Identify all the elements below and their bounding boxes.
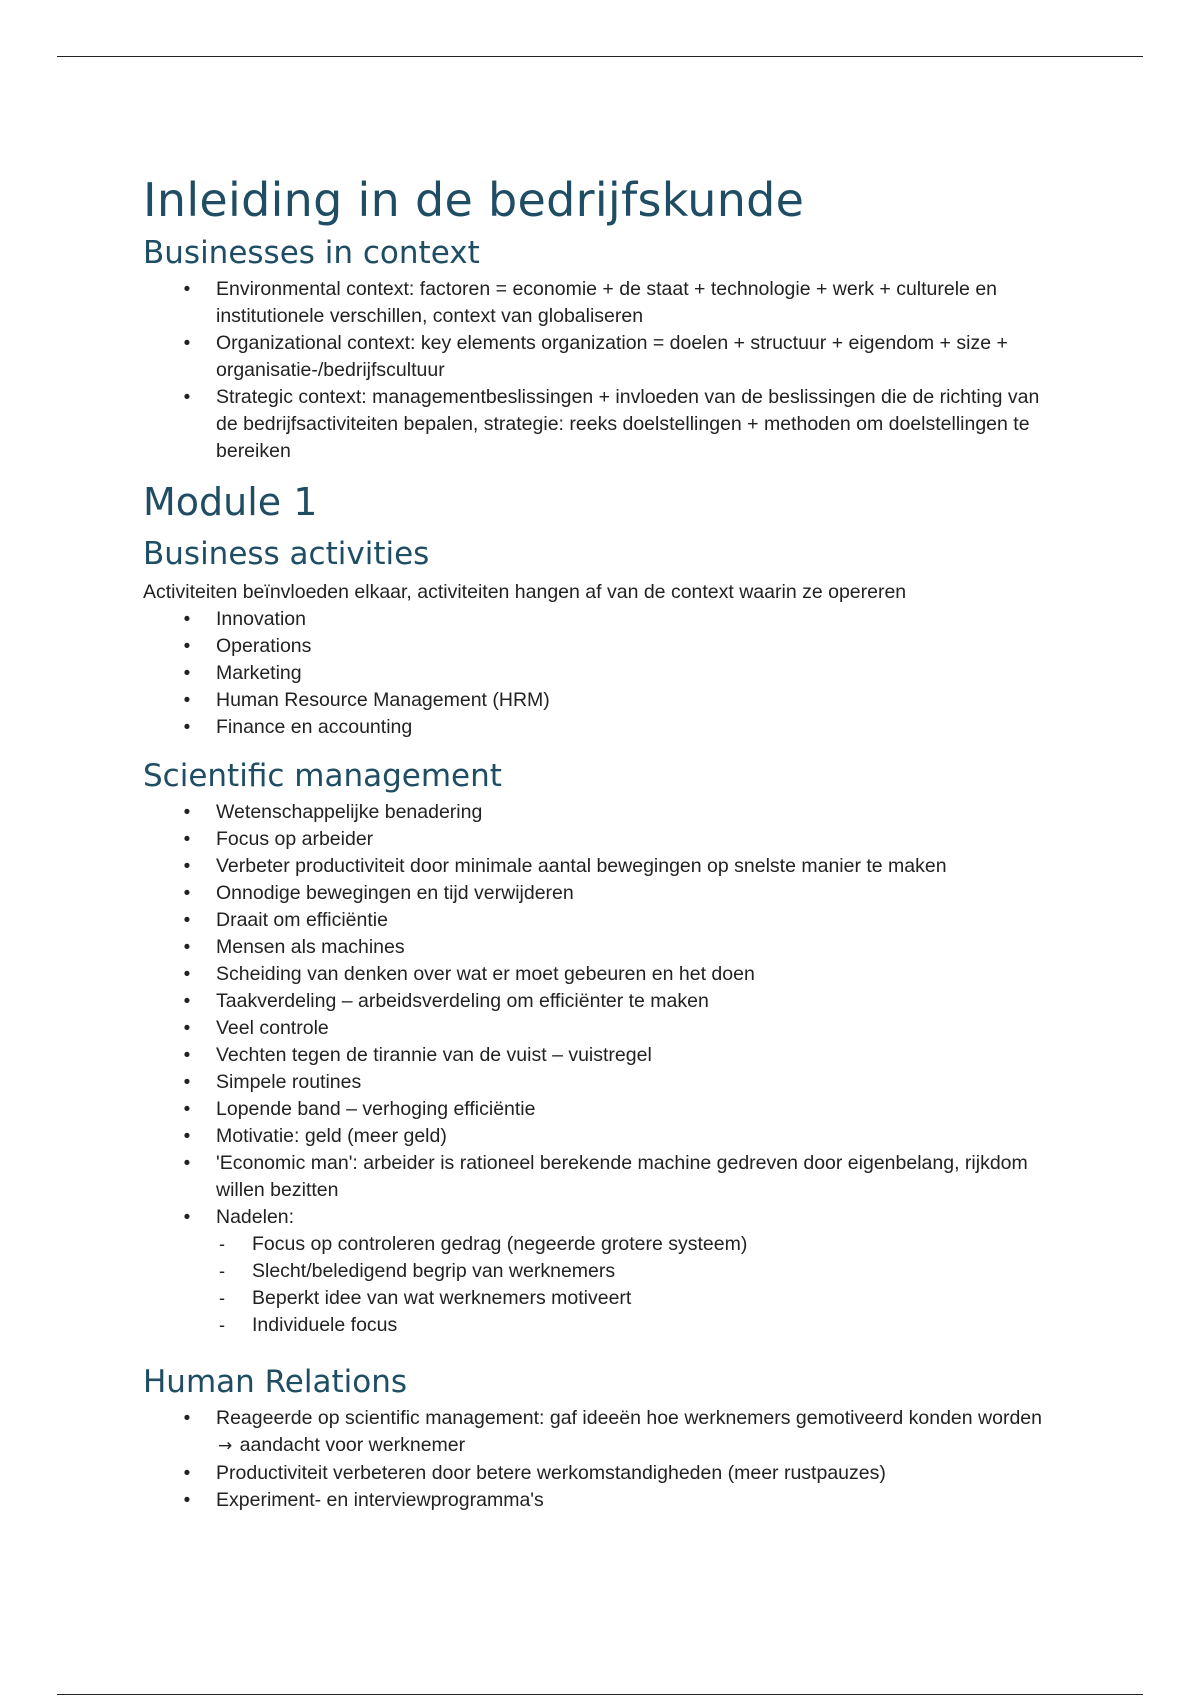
list-item-text: Experiment- en interviewprogramma's bbox=[216, 1489, 544, 1511]
list-item bbox=[143, 1460, 1063, 1487]
scientific-list bbox=[143, 799, 1063, 1339]
right-arrow-icon: → bbox=[218, 1436, 233, 1456]
list-item-text: Draait om efficiëntie bbox=[216, 909, 388, 931]
document-body bbox=[143, 170, 1063, 1514]
bullet-icon: • bbox=[183, 856, 191, 877]
sublist-item-text: Slecht/beledigend begrip van werknemers bbox=[252, 1260, 616, 1282]
sublist-item-text: Individuele focus bbox=[252, 1314, 398, 1336]
list-item bbox=[143, 988, 1063, 1015]
section-heading-human-relations: Human Relations bbox=[143, 1364, 408, 1400]
bullet-icon: • bbox=[183, 1490, 191, 1511]
list-item bbox=[143, 633, 1063, 660]
list-item bbox=[143, 330, 1063, 384]
list-item-text: Lopende band – verhoging efficiëntie bbox=[216, 1098, 536, 1120]
bullet-icon: • bbox=[183, 883, 191, 904]
list-item bbox=[143, 276, 1063, 330]
bullet-icon: • bbox=[183, 1207, 191, 1228]
dash-icon: - bbox=[219, 1315, 225, 1335]
list-item-text: Scheiding van denken over wat er moet gebeuren en het doen bbox=[216, 963, 755, 985]
bullet-icon: • bbox=[183, 1126, 191, 1147]
list-item-text: Simpele routines bbox=[216, 1071, 362, 1093]
bullet-icon: • bbox=[183, 636, 191, 657]
list-item bbox=[143, 1204, 1063, 1339]
section-heading-scientific-management: Scientific management bbox=[143, 758, 502, 794]
list-item bbox=[143, 799, 1063, 826]
document-title: Inleiding in de bedrijfskunde bbox=[143, 173, 805, 227]
list-item bbox=[143, 384, 1063, 465]
bullet-icon: • bbox=[183, 1045, 191, 1066]
list-item-text: Focus op arbeider bbox=[216, 828, 374, 850]
list-item-text: Finance en accounting bbox=[216, 716, 413, 738]
list-item-text: Vechten tegen de tirannie van de vuist – vuistregel bbox=[216, 1044, 652, 1066]
header-rule bbox=[57, 56, 1143, 57]
dash-icon: - bbox=[219, 1234, 225, 1254]
list-item-text: Environmental context: factoren = economie + de staat + technologie + werk + culturele en institutionele verschillen, context van globaliseren bbox=[216, 278, 998, 327]
list-item bbox=[143, 1123, 1063, 1150]
list-item-text: Operations bbox=[216, 635, 312, 657]
section-heading-business-activities: Business activities bbox=[143, 536, 430, 572]
dash-icon: - bbox=[219, 1261, 225, 1281]
list-item bbox=[143, 660, 1063, 687]
list-item bbox=[143, 1150, 1063, 1204]
bullet-icon: • bbox=[183, 964, 191, 985]
list-item bbox=[143, 1042, 1063, 1069]
footer-rule bbox=[57, 1694, 1143, 1695]
sublist-item-text: Focus op controleren gedrag (negeerde grotere systeem) bbox=[252, 1233, 748, 1255]
list-item bbox=[143, 687, 1063, 714]
list-item bbox=[143, 1405, 1063, 1460]
list-item-text: Verbeter productiviteit door minimale aantal bewegingen op snelste manier te maken bbox=[216, 855, 947, 877]
list-item-text: Veel controle bbox=[216, 1017, 329, 1039]
list-item bbox=[143, 606, 1063, 633]
bullet-icon: • bbox=[183, 333, 191, 354]
list-item-text: Taakverdeling – arbeidsverdeling om efficiënter te maken bbox=[216, 990, 709, 1012]
activities-intro: Activiteiten beïnvloeden elkaar, activiteiten hangen af van de context waarin ze opereren bbox=[143, 581, 907, 603]
list-item bbox=[143, 826, 1063, 853]
activities-list bbox=[143, 606, 1063, 741]
bullet-icon: • bbox=[183, 910, 191, 931]
list-item bbox=[143, 880, 1063, 907]
bullet-icon: • bbox=[183, 1099, 191, 1120]
context-list bbox=[143, 276, 1063, 465]
bullet-icon: • bbox=[183, 1153, 191, 1174]
bullet-icon: • bbox=[183, 1018, 191, 1039]
list-item bbox=[143, 961, 1063, 988]
sublist-item bbox=[216, 1312, 1063, 1339]
list-item bbox=[143, 1487, 1063, 1514]
section-heading-businesses-in-context: Businesses in context bbox=[143, 235, 480, 271]
list-item bbox=[143, 1096, 1063, 1123]
list-item-text-continued: aandacht voor werknemer bbox=[239, 1434, 466, 1456]
bullet-icon: • bbox=[183, 1408, 191, 1429]
bullet-icon: • bbox=[183, 279, 191, 300]
list-item bbox=[143, 934, 1063, 961]
bullet-icon: • bbox=[183, 690, 191, 711]
bullet-icon: • bbox=[183, 609, 191, 630]
list-item-text: Motivatie: geld (meer geld) bbox=[216, 1125, 447, 1147]
bullet-icon: • bbox=[183, 663, 191, 684]
list-item bbox=[143, 853, 1063, 880]
list-item-text: Wetenschappelijke benadering bbox=[216, 801, 483, 823]
list-item-text: Strategic context: managementbeslissingen + invloeden van de beslissingen die de richting van de bedrijfsactiviteiten bepalen, strategie: reeks doelstellingen + methoden om doelstellingen te bereiken bbox=[216, 386, 1040, 462]
list-item-text: 'Economic man': arbeider is rationeel berekende machine gedreven door eigenbelang, rijkdom willen bezitten bbox=[216, 1152, 1028, 1201]
dash-icon: - bbox=[219, 1288, 225, 1308]
list-item-text: Human Resource Management (HRM) bbox=[216, 689, 550, 711]
bullet-icon: • bbox=[183, 1463, 191, 1484]
bullet-icon: • bbox=[183, 937, 191, 958]
list-item-text: Marketing bbox=[216, 662, 302, 684]
list-item-text: Mensen als machines bbox=[216, 936, 405, 958]
list-item-text: Organizational context: key elements organization = doelen + structuur + eigendom + size + organisatie-/bedrijfscultuur bbox=[216, 332, 1008, 381]
sublist-item bbox=[216, 1285, 1063, 1312]
sublist-item bbox=[216, 1258, 1063, 1285]
bullet-icon: • bbox=[183, 829, 191, 850]
list-item-text: Innovation bbox=[216, 608, 306, 630]
list-item bbox=[143, 1069, 1063, 1096]
list-item-text: Onnodige bewegingen en tijd verwijderen bbox=[216, 882, 574, 904]
list-item bbox=[143, 907, 1063, 934]
list-item-text: Reageerde op scientific management: gaf ideeën hoe werknemers gemotiveerd konden worden bbox=[216, 1407, 1042, 1429]
list-item bbox=[143, 714, 1063, 741]
module-heading: Module 1 bbox=[143, 480, 318, 524]
bullet-icon: • bbox=[183, 802, 191, 823]
list-item-text: Nadelen: bbox=[216, 1206, 295, 1228]
human-relations-list bbox=[143, 1405, 1063, 1514]
list-item-text: Productiviteit verbeteren door betere werkomstandigheden (meer rustpauzes) bbox=[216, 1462, 886, 1484]
bullet-icon: • bbox=[183, 991, 191, 1012]
sublist-item-text: Beperkt idee van wat werknemers motiveert bbox=[252, 1287, 632, 1309]
list-item bbox=[143, 1015, 1063, 1042]
nadelen-sublist bbox=[216, 1231, 1063, 1339]
sublist-item bbox=[216, 1231, 1063, 1258]
bullet-icon: • bbox=[183, 1072, 191, 1093]
bullet-icon: • bbox=[183, 717, 191, 738]
bullet-icon: • bbox=[183, 387, 191, 408]
